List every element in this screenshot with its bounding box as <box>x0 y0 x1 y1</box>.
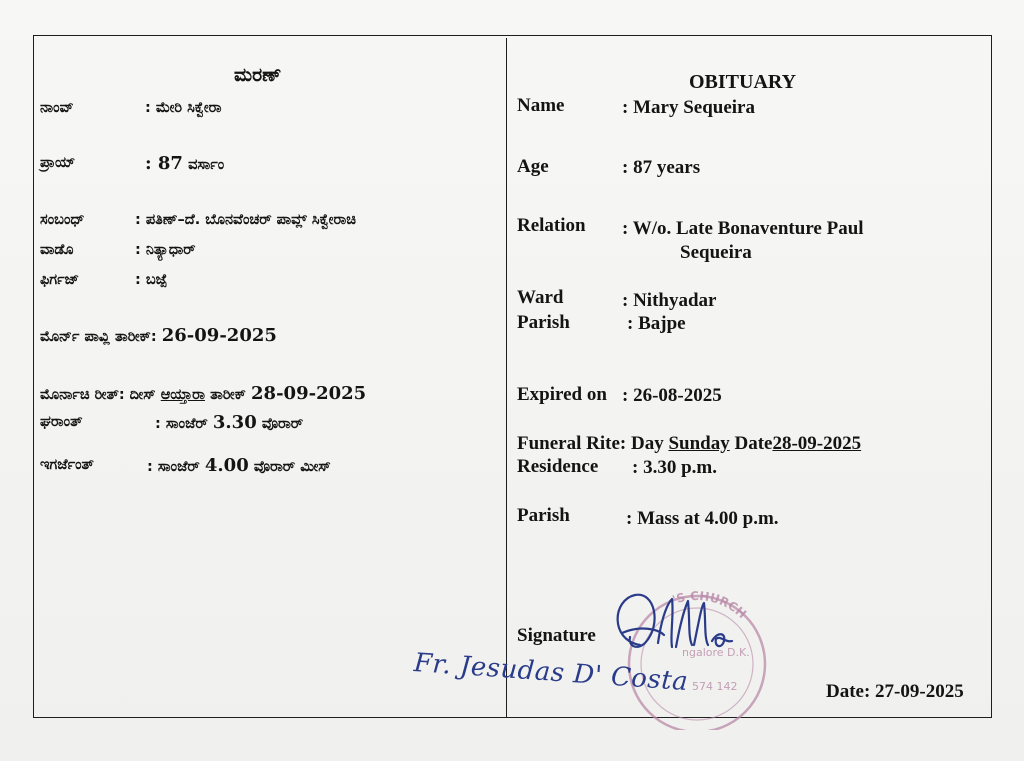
kannada-parish-value: : ಬಜ್ಪೆ <box>135 272 168 288</box>
kannada-funeral-date-label: ತಾರೀಕ್ <box>210 387 246 403</box>
kannada-church-time: 4.00 <box>204 455 249 476</box>
english-name-value: : Mary Sequeira <box>622 97 755 118</box>
kannada-age-number: : 87 <box>145 153 183 174</box>
kannada-age-value <box>145 153 224 174</box>
english-name-label: Name <box>517 95 565 116</box>
column-divider <box>506 38 507 718</box>
english-ward-value: : Nithyadar <box>622 290 717 311</box>
kannada-relation-label: ಸಂಬಂಧ್ <box>40 212 85 228</box>
english-age-value: : 87 years <box>622 157 701 178</box>
kannada-church-pre: : ಸಾಂಜೆರ್ <box>147 459 200 475</box>
english-residence-value: : 3.30 p.m. <box>632 457 717 478</box>
english-date: Date: 27-09-2025 <box>826 681 964 702</box>
kannada-name-value: : ಮೇರಿ ಸಿಕ್ವೇರಾ <box>145 100 222 116</box>
english-funeral-prefix: Funeral Rite: Day <box>517 433 664 454</box>
handwritten-signature <box>600 585 750 675</box>
kannada-relation-value: : ಪತಿಣ್–ದೆ. ಬೊನವೆಂಚರ್ ಪಾವ್ಲ್ ಸಿಕ್ವೇರಾಚಿ <box>135 212 356 228</box>
kannada-church-label: ಇಗರ್ಜೆಂತ್ <box>40 457 94 473</box>
english-funeral-date-value: 28-09-2025 <box>772 433 862 454</box>
english-signature-label: Signature <box>517 625 596 646</box>
english-funeral-date-label: Date <box>734 433 773 454</box>
english-expired-value: : 26-08-2025 <box>622 385 722 406</box>
kannada-ward-value: : ನಿತ್ಯಾಧಾರ್ <box>135 242 196 258</box>
stamp-text-pin: 574 142 <box>692 680 738 693</box>
english-parish2-label: Parish <box>517 505 570 526</box>
kannada-funeral-day: ಆಯ್ತಾರಾ <box>160 387 205 403</box>
english-parish-label: Parish <box>517 312 570 333</box>
english-parish-value: : Bajpe <box>627 313 686 334</box>
english-funeral-day: Sunday <box>668 433 730 454</box>
kannada-home-label: ಘರಾಂತ್ <box>40 414 83 430</box>
handwritten-name: Fr. Jesudas D' Costa <box>412 648 690 698</box>
english-funeral-line <box>517 433 861 455</box>
english-age-label: Age <box>517 156 549 177</box>
english-relation-label: Relation <box>517 215 586 236</box>
english-relation-value-line2: Sequeira <box>680 242 752 263</box>
kannada-death-date <box>40 325 277 346</box>
kannada-home-value <box>155 412 303 433</box>
kannada-church-value <box>147 455 331 476</box>
kannada-funeral-date-value: 28-09-2025 <box>251 383 367 404</box>
kannada-home-pre: : ಸಾಂಜೆರ್ <box>155 416 208 432</box>
english-relation-value-line1: : W/o. Late Bonaventure Paul <box>622 218 864 239</box>
kannada-funeral-line <box>40 383 366 404</box>
kannada-age-unit: ವರ್ಸಾಂ <box>188 157 225 173</box>
english-ward-label: Ward <box>517 287 564 308</box>
kannada-church-post: ವೊರಾರ್ ಮೀಸ್ <box>253 459 331 475</box>
kannada-death-date-label: ಮೊರ್ನ್ ಪಾವ್ಲಿ ತಾರೀಕ್: <box>40 329 157 345</box>
kannada-home-post: ವೊರಾರ್ <box>261 416 304 432</box>
kannada-title: ಮರಣ್ <box>234 64 282 86</box>
kannada-death-date-value: 26-09-2025 <box>161 325 277 346</box>
kannada-ward-label: ವಾಡೊ <box>40 242 74 258</box>
english-title: OBITUARY <box>689 71 797 93</box>
stamp-text-mid: ngalore D.K. <box>682 646 750 659</box>
kannada-name-label: ನಾಂವ್ <box>40 100 74 116</box>
stamp-text-top: 'S CHURCH <box>670 590 750 622</box>
english-residence-label: Residence <box>517 456 599 477</box>
obituary-border <box>33 35 992 718</box>
kannada-parish-label: ಫಿರ್ಗಜ್ <box>40 272 80 288</box>
english-expired-label: Expired on <box>517 384 607 405</box>
kannada-funeral-label: ಮೊರ್ನಾಚಿ ರೀತ್: ದೀಸ್ <box>40 387 156 403</box>
english-parish2-value: : Mass at 4.00 p.m. <box>626 508 779 529</box>
kannada-home-time: 3.30 <box>212 412 257 433</box>
kannada-age-label: ಪ್ರಾಯ್ <box>40 155 76 171</box>
